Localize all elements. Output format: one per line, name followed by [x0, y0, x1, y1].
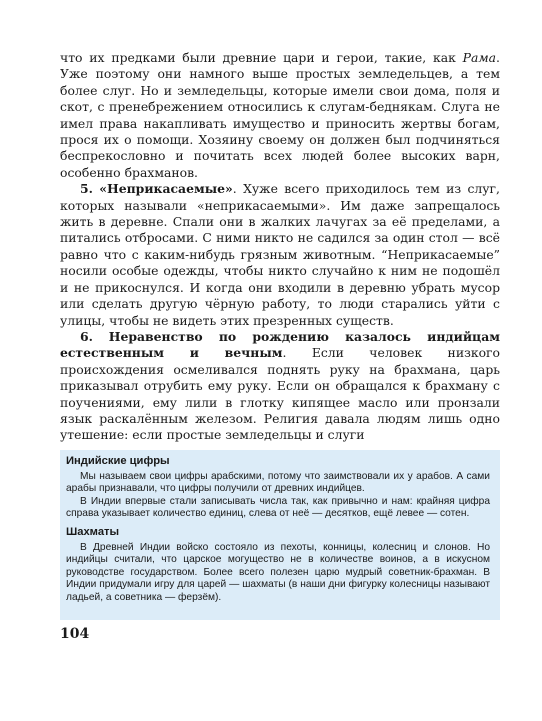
- info-box: [60, 450, 500, 620]
- info-box-title-chess: Шахматы: [66, 525, 120, 538]
- section-6-heading: Неравенство по рождению казалось индийцам естественным и вечным: [60, 328, 500, 361]
- section-5-text: . Хуже всего приходилось тем из слуг, которых называли «неприкасаемыми». Им даже запрещалось жить в деревне. Спали они в жалких лачугах за её пределами, а питались отбросами. С ними никто не садился за один стол — всё равно что с каким-нибудь грязным животным. “Неприкасаемые” носили особые одежды, чтобы никто случайно к ним не подошёл и не прикоснулся. И когда они входили в деревню убрать мусор или сделать другую чёрную работу, то люди старались уйти с улицы, чтобы не видеть этих презренных существ.: [60, 181, 500, 328]
- p1-text-b: . Уже поэтому они намного выше простых земледельцев, а тем более слуг. Но и земледельцы, которые имели свои дома, поля и скот, с пренебрежением относились к слугам-беднякам. Слуга не имел права накапливать имущество и приносить жертвы богам, прося их о помощи. Хозяину своему он должен был подчиняться беспрекословно и почитать всех людей более высоких варн, особенно брахманов.: [60, 50, 500, 180]
- p1-text-a: что их предками были древние цари и герои, такие, как: [60, 50, 463, 65]
- info-box-title-digits: Индийские цифры: [66, 455, 170, 467]
- main-text: [60, 50, 500, 444]
- paragraph-1: [60, 50, 500, 181]
- chess-paragraph: В Древней Индии войско состояло из пехоты, конницы, колесниц и слонов. Но индийцы считали, что царское могущество не в количестве воинов, а в искусном руководстве государством. Более всего полезен царю мудрый советник-брахман. В Индии придумали игру для царей — шахматы (в наши дни фигурку колесницы называют ладьей, а советника — ферзём).: [66, 541, 490, 603]
- paragraph-2: [60, 181, 500, 329]
- digits-paragraph-1: Мы называем свои цифры арабскими, потому что заимствовали их у арабов. А сами арабы признавали, что цифры получили от древних индийцев.: [66, 470, 490, 495]
- digits-paragraph-2: В Индии впервые стали записывать числа так, как привычно и нам: крайняя цифра справа указывает количество единиц, слева от неё — десятков, ещё левее — сотен.: [66, 495, 490, 520]
- page-number: 104: [60, 626, 90, 642]
- rama-name: Рама: [462, 50, 497, 65]
- section-6-text: . Если человек низкого происхождения осмеливался поднять руку на брахмана, царь приказывал отрубить ему руку. Если он обращался к брахману с поучениями, ему лили в глотку кипящее масло или пронзали язык раскалённым железом. Религия давала людям лишь одно утешение: если простые земледельцы и слуги: [60, 345, 500, 443]
- paragraph-3: [60, 329, 500, 444]
- section-6-number: 6.: [80, 328, 93, 344]
- section-5-number: 5.: [80, 181, 93, 197]
- section-5-heading: «Неприкасаемые»: [99, 181, 233, 197]
